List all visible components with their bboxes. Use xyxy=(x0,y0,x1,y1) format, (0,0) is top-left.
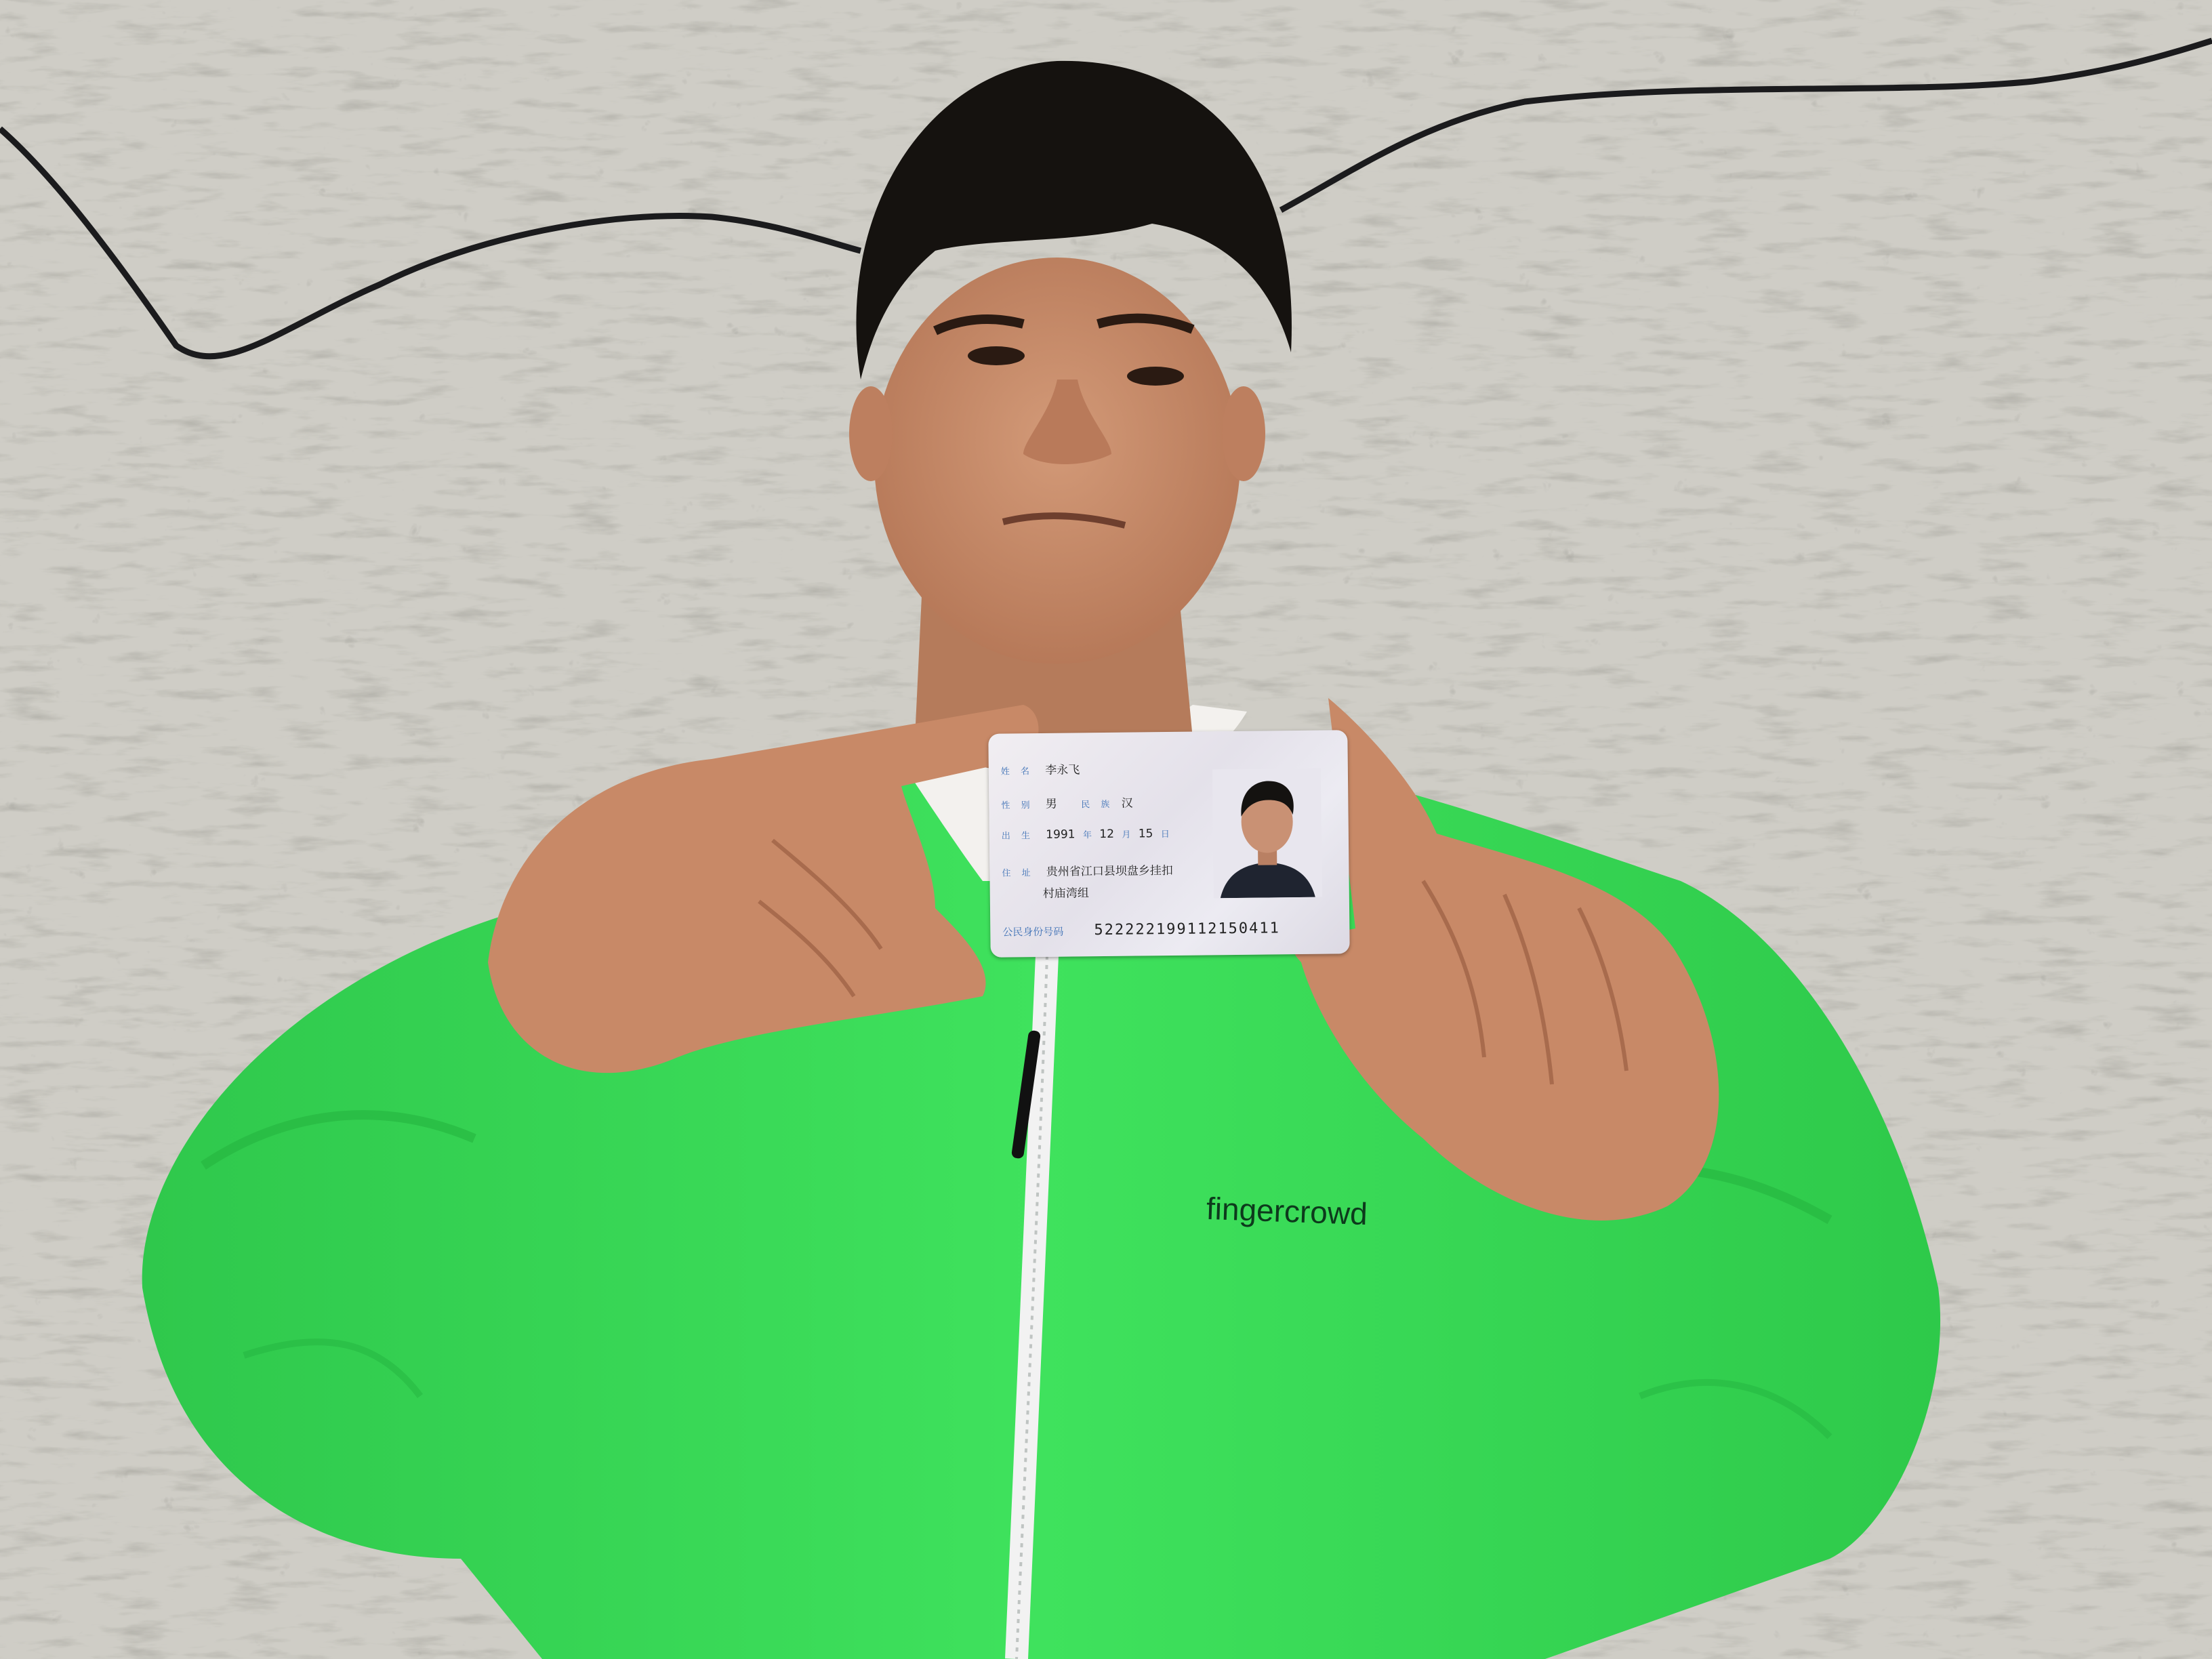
id-portrait-shoulders xyxy=(1220,862,1315,898)
id-address-label: 住 址 xyxy=(1002,868,1035,879)
id-card xyxy=(988,730,1349,958)
left-ear xyxy=(849,386,893,481)
id-sex-row xyxy=(1001,794,1133,812)
id-address-row xyxy=(1002,861,1173,880)
id-ethnic-value: 汉 xyxy=(1121,796,1133,811)
right-eye xyxy=(1127,367,1184,386)
id-month-unit: 月 xyxy=(1122,830,1131,840)
id-sex-value: 男 xyxy=(1045,797,1057,811)
id-birth-month: 12 xyxy=(1099,827,1115,842)
jacket-brand-logo: fingercrowd xyxy=(1206,1190,1368,1232)
id-portrait-photo xyxy=(1212,769,1322,899)
id-number-row xyxy=(1002,920,1280,939)
id-day-unit: 日 xyxy=(1160,829,1170,840)
id-ethnic-label: 民 族 xyxy=(1081,799,1114,811)
id-name-value: 李永飞 xyxy=(1045,763,1080,777)
id-number-value: 522222199112150411 xyxy=(1094,920,1280,939)
id-name-label: 姓 名 xyxy=(1000,766,1034,777)
id-birth-day: 15 xyxy=(1138,827,1153,841)
id-address-line2: 村庙湾组 xyxy=(1042,886,1089,901)
id-birth-label: 出 生 xyxy=(1001,831,1035,842)
right-ear xyxy=(1222,386,1265,481)
id-name-row xyxy=(1001,760,1080,777)
id-birth-row xyxy=(1002,827,1174,842)
id-year-unit: 年 xyxy=(1082,830,1092,841)
id-sex-label: 性 别 xyxy=(1001,800,1034,811)
left-eye xyxy=(968,346,1025,365)
id-birth-year: 1991 xyxy=(1046,827,1076,842)
id-number-label: 公民身份号码 xyxy=(1002,925,1064,939)
id-portrait-svg xyxy=(1212,769,1322,899)
id-address-line1: 贵州省江口县坝盘乡挂扣 xyxy=(1046,863,1173,879)
id-address-row-2 xyxy=(1043,883,1089,901)
